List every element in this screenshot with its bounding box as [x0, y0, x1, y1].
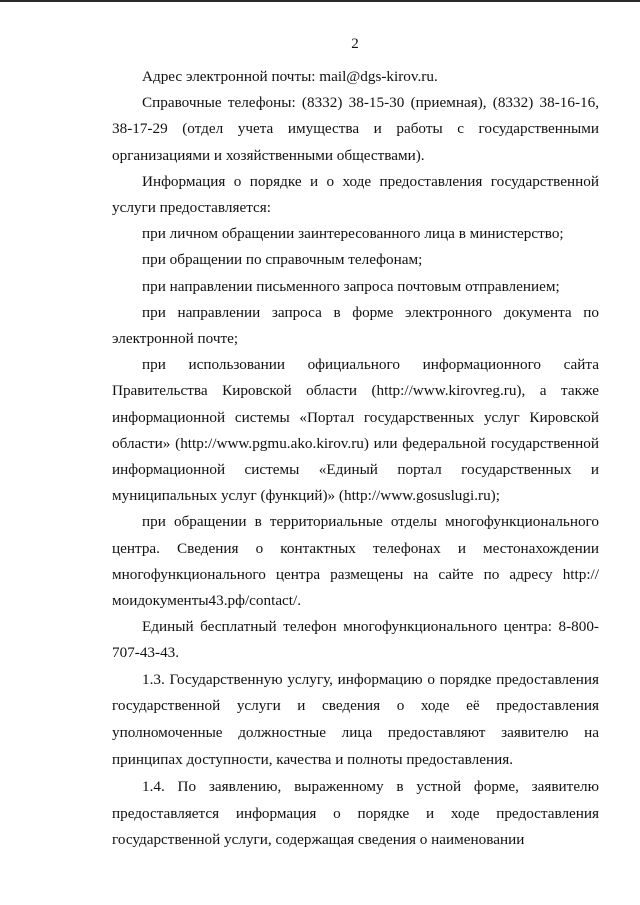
paragraph-by-email: при направлении запроса в форме электронного документа по электронной почте; [112, 303, 599, 348]
page-number: 2 [351, 36, 359, 52]
paragraph-by-mfc: при обращении в территориальные отделы многофункционального центра. Сведения о контактных телефонах и местонахождении многофункционального центра размещены на сайте по адресу http://моидокументы43.рф/contact/. [112, 513, 599, 610]
paragraph-info-intro: Информация о порядке и о ходе предоставления государственной услуги предоставляется: [112, 172, 599, 217]
document-body [112, 64, 599, 854]
paragraph-email: Адрес электронной почты: mail@dgs-kirov.ru. [142, 68, 438, 85]
paragraph-by-website: при использовании официального информационного сайта Правительства Кировской области (http://www.kirovreg.ru), а также информационной системы «Портал государственных услуг Кировской области» (http://www.pgmu.ako.kirov.ru) или федеральной государственной информационной системы «Единый портал государственных и муниципальных услуг (функций)» (http://www.gosuslugi.ru); [112, 356, 599, 505]
paragraph-personal-visit: при личном обращении заинтересованного лица в министерство; [142, 225, 564, 243]
paragraph-phones: Справочные телефоны: (8332) 38-15-30 (приемная), (8332) 38-16-16, 38-17-29 (отдел учета имущества и работы с государственными организациями и хозяйственными обществами). [112, 94, 599, 164]
paragraph-clause-1-4: 1.4. По заявлению, выраженному в устной форме, заявителю предоставляется информация о порядке и ходе предоставления государственной услуги, содержащая сведения о наименовании [112, 777, 599, 849]
top-border-line [0, 0, 640, 2]
paragraph-by-phone: при обращении по справочным телефонам; [142, 251, 423, 269]
paragraph-mfc-phone: Единый бесплатный телефон многофункционального центра: 8-800-707-43-43. [112, 618, 599, 662]
paragraph-by-mail: при направлении письменного запроса почтовым отправлением; [142, 277, 560, 295]
paragraph-clause-1-3: 1.3. Государственную услугу, информацию о порядке предоставления государственной услуги и сведения о ходе её предоставления уполномоченные должностные лица предоставляют заявителю на принципах доступности, качества и полноты предоставления. [112, 670, 599, 769]
